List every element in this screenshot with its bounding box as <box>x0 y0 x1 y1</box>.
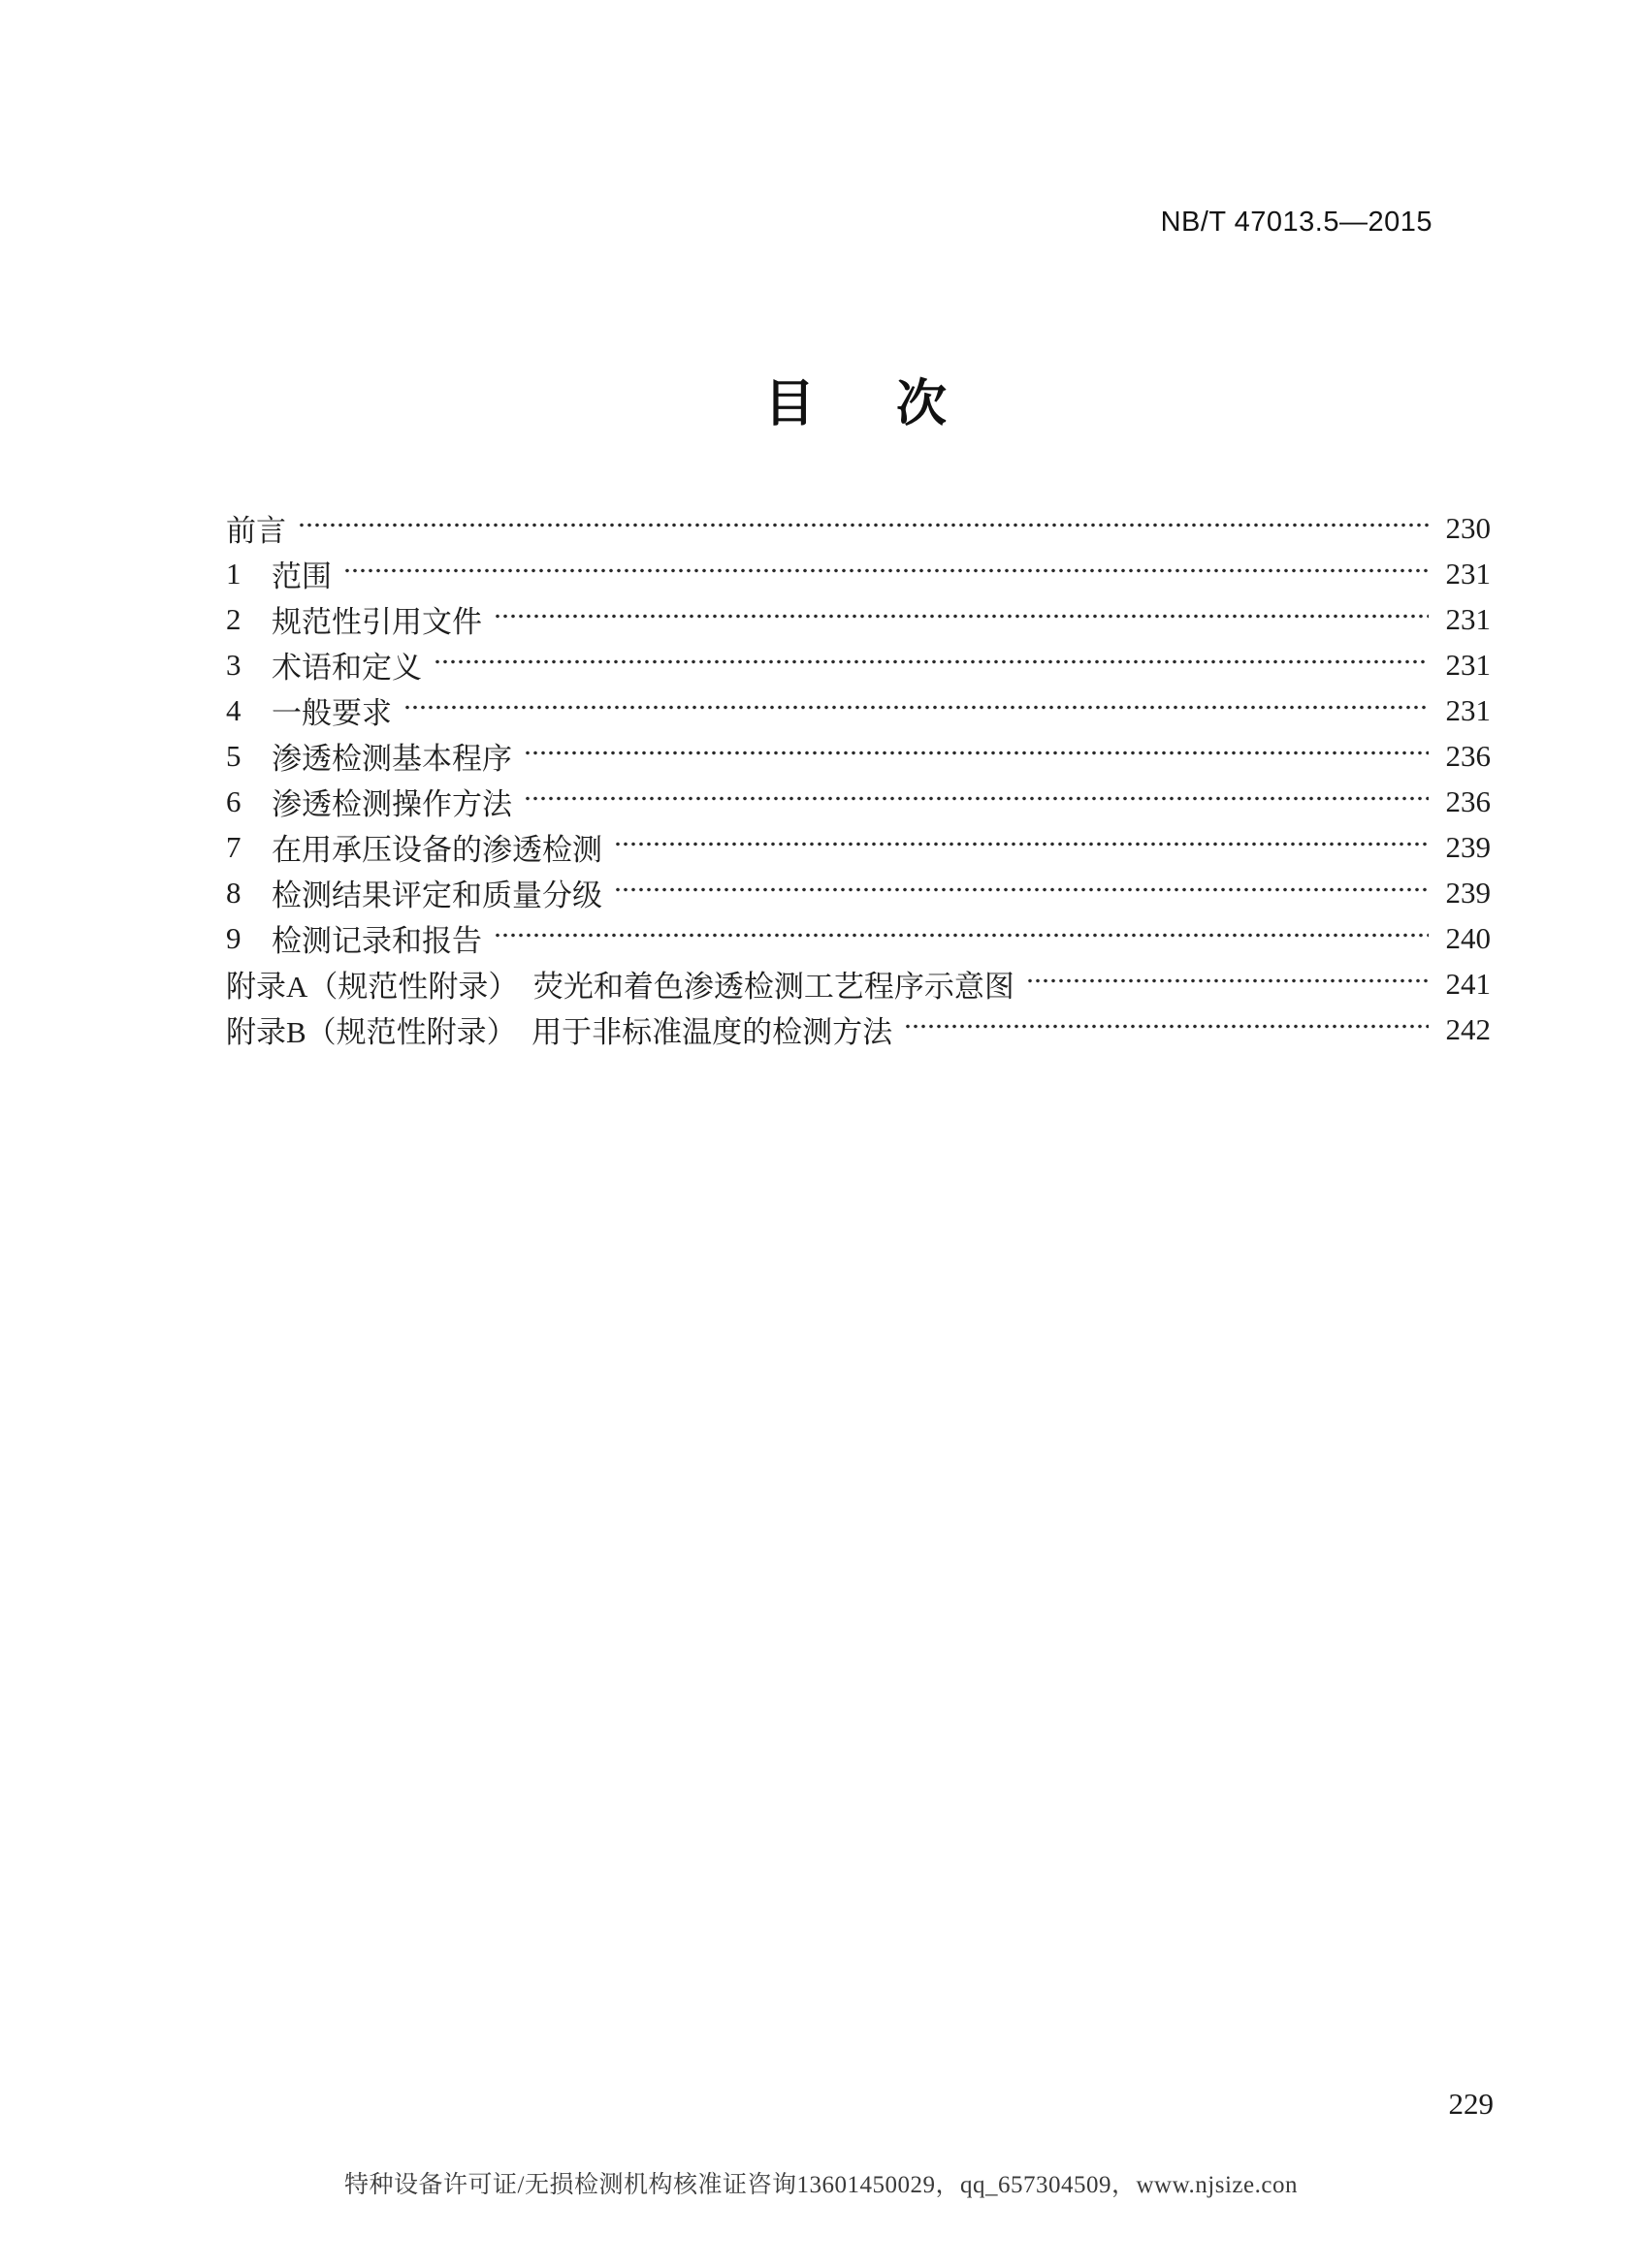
page-title: 目 次 <box>764 377 963 432</box>
toc-entry-3 <box>226 642 1491 687</box>
toc-entry-page: 240 <box>1445 920 1491 955</box>
toc-leader-dots <box>524 796 1429 801</box>
toc-entry-number: 4 <box>226 692 241 727</box>
toc-entry-label: 检测记录和报告 <box>272 924 482 958</box>
toc-entry-6 <box>226 779 1491 824</box>
toc-leader-dots <box>614 842 1429 847</box>
table-of-contents <box>226 505 1491 1052</box>
toc-leader-dots <box>1026 978 1429 983</box>
toc-leader-dots <box>434 659 1429 664</box>
toc-entry-number: 6 <box>226 783 241 818</box>
footer-watermark: 特种设备许可证/无损检测机构核准证咨询13601450029，qq_657304509，www.njsize.con <box>344 2172 1298 2198</box>
toc-entry-label: 前言 <box>226 514 286 548</box>
toc-leader-dots <box>343 568 1429 573</box>
toc-entry-label: 渗透检测基本程序 <box>272 742 512 776</box>
toc-entry-7 <box>226 824 1491 870</box>
toc-leader-dots <box>904 1024 1429 1029</box>
toc-entry-page: 230 <box>1445 510 1491 545</box>
toc-entry-foreword <box>226 505 1491 551</box>
toc-leader-dots <box>524 751 1429 755</box>
toc-entry-5 <box>226 733 1491 779</box>
toc-entry-page: 231 <box>1445 556 1491 591</box>
toc-entry-page: 239 <box>1445 875 1491 910</box>
toc-entry-page: 231 <box>1445 601 1491 636</box>
toc-entry-label: 范围 <box>272 559 332 593</box>
toc-entry-label: 一般要求 <box>272 696 392 730</box>
toc-entry-label: 附录A（规范性附录） 荧光和着色渗透检测工艺程序示意图 <box>226 970 1014 1004</box>
toc-entry-number: 5 <box>226 738 241 773</box>
toc-entry-label: 在用承压设备的渗透检测 <box>272 833 602 867</box>
toc-entry-label: 附录B（规范性附录） 用于非标准温度的检测方法 <box>226 1015 893 1049</box>
toc-entry-number: 3 <box>226 647 241 682</box>
toc-entry-appendix-b <box>226 1006 1491 1052</box>
toc-entry-number: 8 <box>226 875 241 910</box>
toc-entry-page: 241 <box>1445 966 1491 1001</box>
toc-entry-page: 236 <box>1445 738 1491 773</box>
toc-entry-2 <box>226 596 1491 642</box>
standard-code: NB/T 47013.5—2015 <box>1160 207 1433 238</box>
toc-entry-label: 规范性引用文件 <box>272 605 482 639</box>
toc-entry-page: 242 <box>1445 1011 1491 1046</box>
toc-entry-1 <box>226 551 1491 596</box>
toc-entry-number: 2 <box>226 601 241 636</box>
toc-entry-8 <box>226 870 1491 915</box>
toc-entry-4 <box>226 687 1491 733</box>
toc-leader-dots <box>403 705 1429 710</box>
toc-leader-dots <box>614 887 1429 892</box>
toc-entry-appendix-a <box>226 961 1491 1006</box>
toc-entry-number: 7 <box>226 829 241 864</box>
toc-leader-dots <box>494 933 1429 938</box>
toc-entry-number: 1 <box>226 556 241 591</box>
toc-entry-number: 9 <box>226 920 241 955</box>
folio-page-number: 229 <box>1448 2087 1494 2121</box>
toc-entry-page: 239 <box>1445 829 1491 864</box>
toc-leader-dots <box>494 614 1429 619</box>
toc-entry-page: 236 <box>1445 783 1491 818</box>
toc-entry-9 <box>226 915 1491 961</box>
toc-entry-label: 检测结果评定和质量分级 <box>272 878 602 912</box>
toc-entry-label: 术语和定义 <box>272 651 422 685</box>
toc-entry-label: 渗透检测操作方法 <box>272 787 512 821</box>
toc-entry-page: 231 <box>1445 647 1491 682</box>
toc-leader-dots <box>298 523 1429 527</box>
toc-entry-page: 231 <box>1445 692 1491 727</box>
